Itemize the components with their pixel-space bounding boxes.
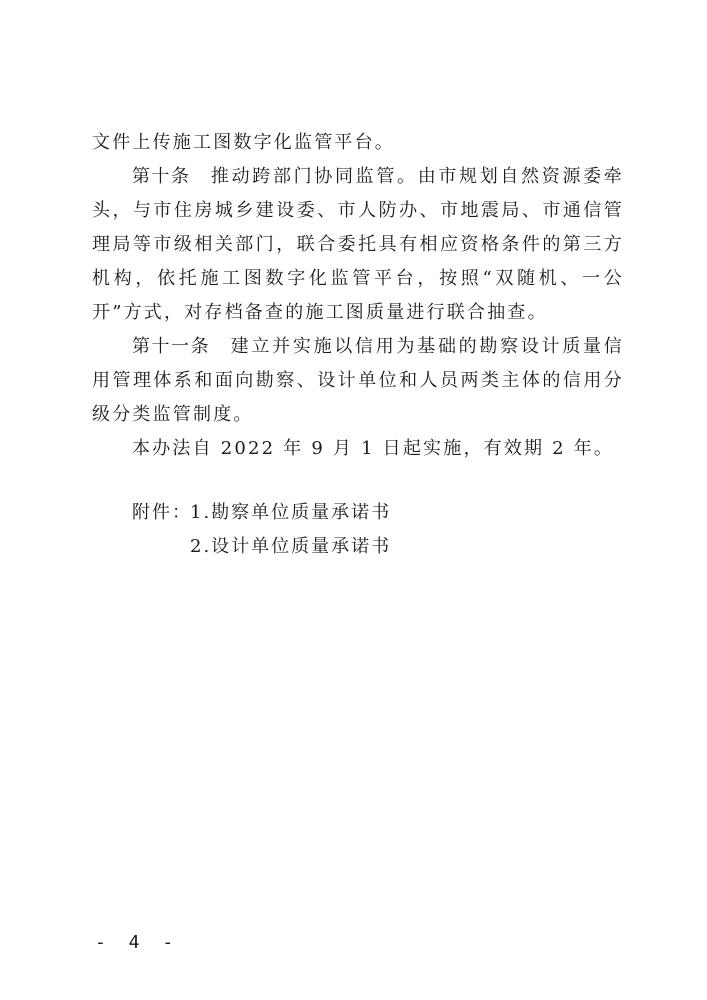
- article-10-text: 由市规划自然资源委牵头，与市住房城乡建设委、市人防办、市地震局、市通信管理局等市级相关部门，联合委托具有相应资格条件的第三方机构，依托施工图数字化监管平台，按照“双随机、一公开”方式，对存档备查的施工图质量进行联合抽查。: [92, 166, 625, 323]
- article-10-number: 第十条: [132, 166, 191, 187]
- attachment-item-2: 2.设计单位质量承诺书: [190, 536, 392, 557]
- document-body: [92, 126, 624, 466]
- article-11-number: 第十一条: [132, 336, 211, 357]
- article-10-heading: 推动跨部门协同监管。: [210, 166, 418, 187]
- continuation-paragraph: 文件上传施工图数字化监管平台。: [92, 132, 395, 153]
- attachments-list: [132, 496, 391, 564]
- article-11-text: 建立并实施以信用为基础的勘察设计质量信用管理体系和面向勘察、设计单位和人员两类主体的信用分级分类监管制度。: [92, 336, 624, 425]
- page-number: - 4 -: [95, 932, 180, 953]
- attachment-item-1: 1.勘察单位质量承诺书: [190, 502, 392, 523]
- effective-date-paragraph: 本办法自 2022 年 9 月 1 日起实施，有效期 2 年。: [132, 438, 615, 459]
- article-11-paragraph: [92, 330, 624, 432]
- attachments-label: 附件：: [132, 502, 192, 523]
- article-10-paragraph: [92, 160, 624, 330]
